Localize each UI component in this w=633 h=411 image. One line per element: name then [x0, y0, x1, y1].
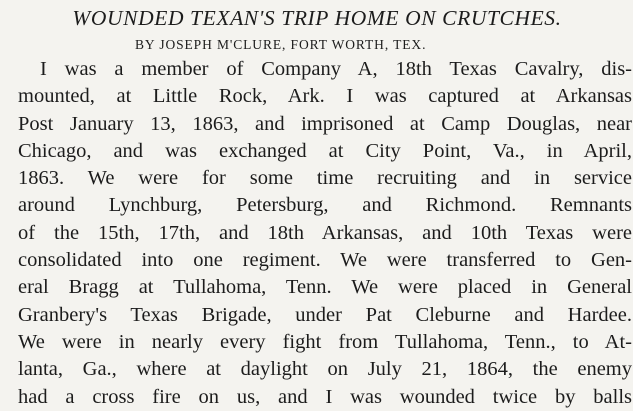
body-line: eral Bragg at Tullahoma, Tenn. We were placed in General: [18, 276, 632, 299]
body-line: of the 15th, 17th, and 18th Arkansas, and 10th Texas were: [18, 221, 632, 244]
body-line: consolidated into one regiment. We were transferred to Gen-: [18, 249, 632, 272]
article-body: [18, 56, 632, 411]
body-line: lanta, Ga., where at daylight on July 21, 1864, the enemy: [18, 358, 632, 381]
body-line: We were in nearly every fight from Tullahoma, Tenn., to At-: [18, 330, 632, 353]
body-line: 1863. We were for some time recruiting and in service: [18, 167, 632, 190]
article-title: WOUNDED TEXAN'S TRIP HOME ON CRUTCHES.: [72, 6, 562, 30]
body-line: Granbery's Texas Brigade, under Pat Cleburne and Hardee.: [18, 303, 632, 326]
body-line: had a cross fire on us, and I was wounded twice by balls: [18, 385, 632, 408]
body-line: around Lynchburg, Petersburg, and Richmond. Remnants: [18, 194, 632, 217]
body-line: Post January 13, 1863, and imprisoned at Camp Douglas, near: [18, 112, 632, 135]
body-line: mounted, at Little Rock, Ark. I was captured at Arkansas: [18, 85, 632, 108]
body-line: Chicago, and was exchanged at City Point, Va., in April,: [18, 139, 632, 162]
body-line: I was a member of Company A, 18th Texas Cavalry, dis-: [40, 58, 632, 80]
article-byline: BY JOSEPH M'CLURE, FORT WORTH, TEX.: [135, 37, 427, 52]
